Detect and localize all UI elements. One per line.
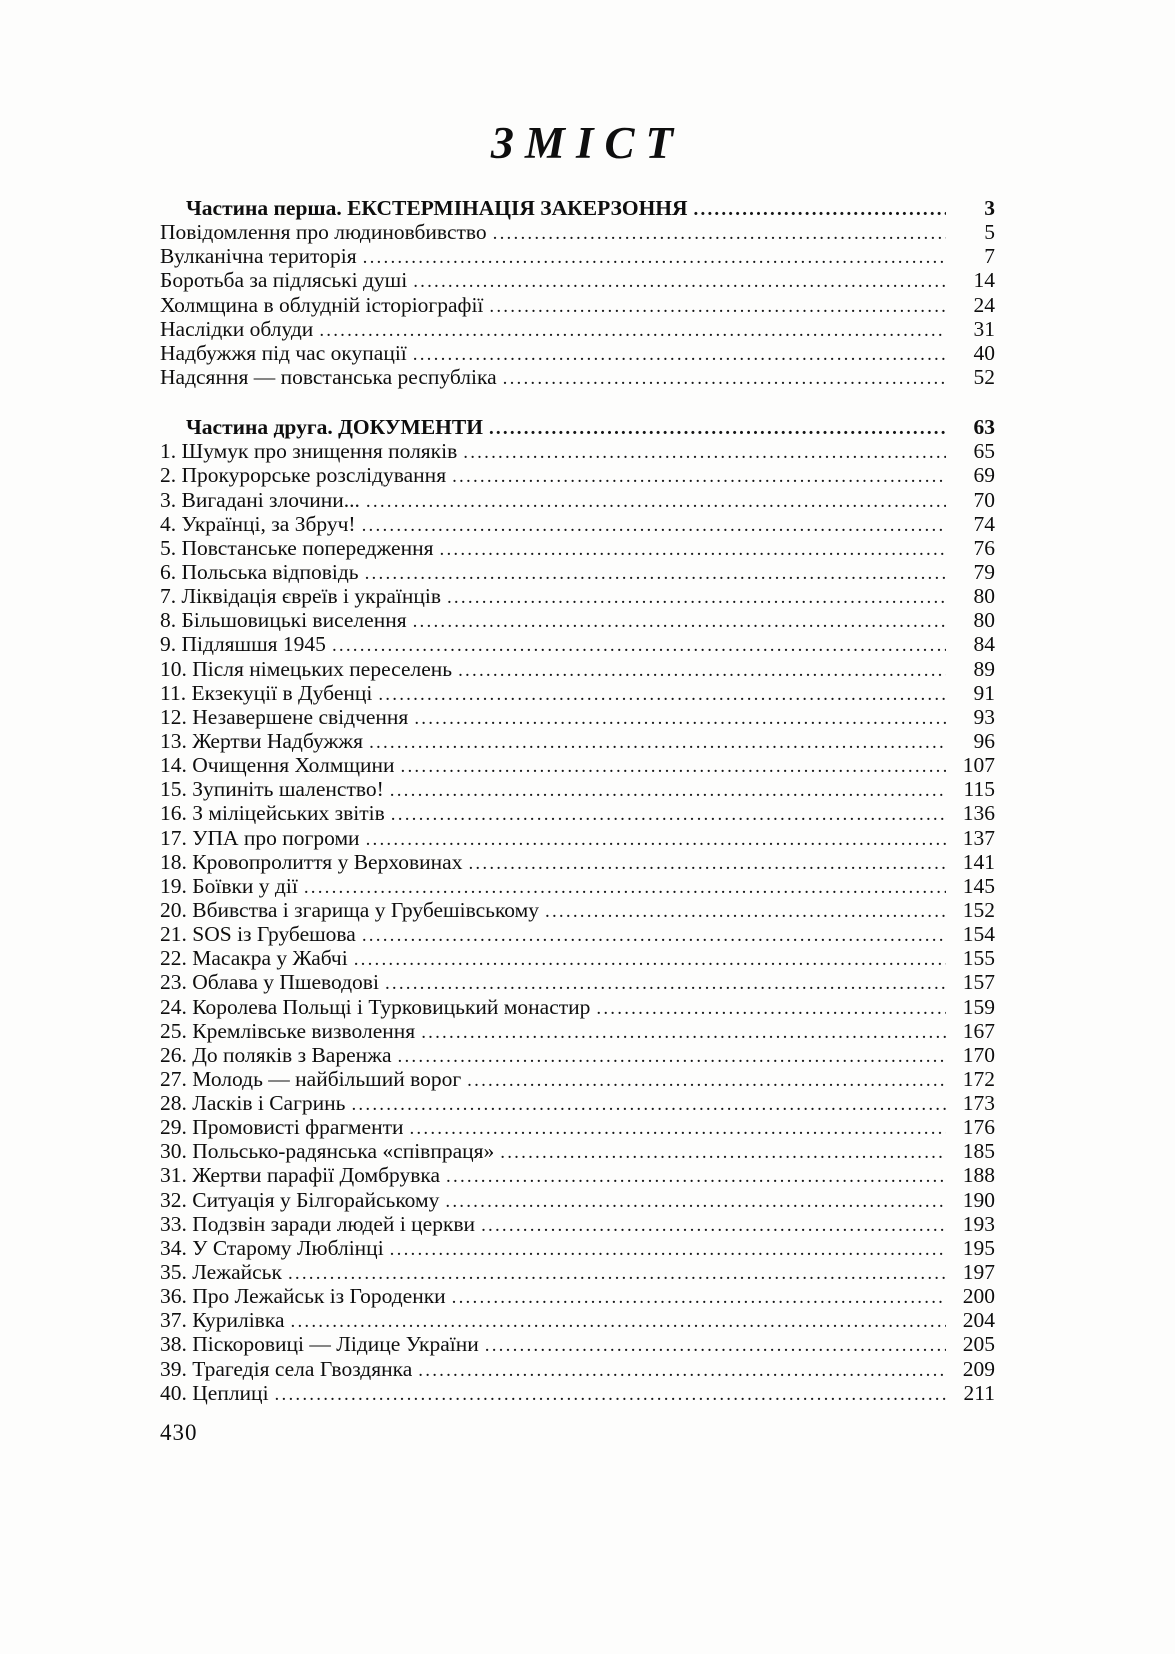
- toc-entry: [160, 826, 995, 850]
- toc-entry-page: 159: [962, 994, 995, 1019]
- dot-leader: [413, 343, 946, 367]
- toc-entry: [160, 801, 995, 825]
- toc-entry: [160, 1091, 995, 1115]
- toc-entry-page: 70: [973, 487, 995, 512]
- toc-entry-page: 170: [962, 1042, 995, 1067]
- dot-leader: [390, 779, 946, 803]
- toc-entry-label: Холмщина в облудній історіографії: [160, 292, 484, 317]
- dot-leader: [596, 997, 946, 1021]
- toc-entry-label: 37. Курилівка: [160, 1308, 285, 1333]
- dot-leader: [365, 562, 946, 586]
- dot-leader: [409, 1117, 946, 1141]
- toc-section: [160, 196, 995, 389]
- toc-section-header: [160, 196, 995, 220]
- toc-entry: [160, 1019, 995, 1043]
- dot-leader: [452, 465, 946, 489]
- toc-entry-label: 21. SOS із Грубешова: [160, 922, 356, 947]
- toc-entry-label: 29. Промовисті фрагменти: [160, 1115, 404, 1140]
- dot-leader: [489, 417, 946, 441]
- toc-entry-page: 137: [962, 825, 995, 850]
- toc-entry-page: 80: [973, 608, 995, 633]
- toc-entry-page: 136: [962, 801, 995, 826]
- toc-entry-page: 195: [962, 1235, 995, 1260]
- dot-leader: [545, 900, 946, 924]
- dot-leader: [445, 1190, 946, 1214]
- toc-entry-page: 145: [962, 873, 995, 898]
- toc-entry-page: 141: [962, 849, 995, 874]
- toc-entry: [160, 1332, 995, 1356]
- dot-leader: [467, 1069, 946, 1093]
- toc-entry: [160, 1357, 995, 1381]
- toc-entry-label: Боротьба за підляські душі: [160, 268, 408, 293]
- toc-entry-label: 25. Кремлівське визволення: [160, 1018, 416, 1043]
- toc-entry: [160, 632, 995, 656]
- toc-entry: [160, 463, 995, 487]
- toc-entry: [160, 874, 995, 898]
- toc-entry: [160, 753, 995, 777]
- dot-leader: [351, 1093, 946, 1117]
- toc-entry-page: 193: [962, 1211, 995, 1236]
- dot-leader: [391, 803, 946, 827]
- dot-leader: [485, 1334, 946, 1358]
- toc-entry-label: 39. Трагедія села Гвоздянка: [160, 1356, 413, 1381]
- toc-entry: [160, 317, 995, 341]
- toc-entry: [160, 995, 995, 1019]
- dot-leader: [458, 659, 946, 683]
- toc-entry-label: 3. Вигадані злочини...: [160, 487, 360, 512]
- toc-entry: [160, 729, 995, 753]
- dot-leader: [319, 319, 946, 343]
- toc-entry-page: 172: [962, 1066, 995, 1091]
- toc-entry-label: 20. Вбивства і згарища у Грубешівському: [160, 897, 540, 922]
- toc-entry-label: 22. Масакра у Жабчі: [160, 946, 348, 971]
- toc-entry-page: 96: [973, 728, 995, 753]
- toc-entry-label: 10. Після німецьких переселень: [160, 656, 453, 681]
- toc-entry: [160, 439, 995, 463]
- dot-leader: [413, 610, 946, 634]
- toc-entry-label: Надсяння — повстанська республіка: [160, 364, 497, 389]
- toc-entry: [160, 970, 995, 994]
- dot-leader: [468, 852, 946, 876]
- toc-entry: [160, 268, 995, 292]
- dot-leader: [452, 1286, 946, 1310]
- dot-leader: [493, 222, 946, 246]
- toc-section: [160, 415, 995, 1405]
- toc-entry: [160, 705, 995, 729]
- toc-entry-page: 205: [962, 1332, 995, 1357]
- toc-entry-page: 209: [962, 1356, 995, 1381]
- dot-leader: [332, 634, 946, 658]
- toc-entry-label: 26. До поляків з Варенжа: [160, 1042, 392, 1067]
- dot-leader: [366, 828, 946, 852]
- toc-entry-label: 1. Шумук про знищення поляків: [160, 439, 458, 464]
- dot-leader: [385, 972, 946, 996]
- dot-leader: [440, 538, 947, 562]
- toc-entry: [160, 1067, 995, 1091]
- toc-entry-page: 185: [962, 1139, 995, 1164]
- toc-entry-label: 15. Зупиніть шаленство!: [160, 777, 384, 802]
- dot-leader: [503, 367, 946, 391]
- toc-entry-label: 4. Українці, за Збруч!: [160, 511, 356, 536]
- dot-leader: [500, 1141, 946, 1165]
- toc-entry-page: 31: [973, 316, 995, 341]
- toc-entry: [160, 922, 995, 946]
- dot-leader: [421, 1021, 946, 1045]
- toc-entry-label: Надбужжя під час окупації: [160, 340, 407, 365]
- dot-leader: [363, 246, 946, 270]
- toc-entry: [160, 850, 995, 874]
- toc-entry: [160, 365, 995, 389]
- toc-entry-label: 16. З міліцейських звітів: [160, 801, 385, 826]
- dot-leader: [481, 1214, 946, 1238]
- toc-entry-page: 52: [973, 364, 995, 389]
- toc-entry-label: 27. Молодь — найбільший ворог: [160, 1066, 462, 1091]
- toc-entry-label: 12. Незавершене свідчення: [160, 704, 409, 729]
- toc-entry-label: 18. Кровопролиття у Верховинах: [160, 849, 463, 874]
- dot-leader: [304, 876, 946, 900]
- toc-entry-page: 84: [973, 632, 995, 657]
- toc-entry-page: 115: [963, 777, 995, 802]
- toc-entry-label: 9. Підляшшя 1945: [160, 632, 326, 657]
- dot-leader: [414, 707, 946, 731]
- toc-entry-label: 33. Подзвін заради людей і церкви: [160, 1211, 476, 1236]
- toc-entry-label: 14. Очищення Холмщини: [160, 753, 395, 778]
- table-of-contents: [0, 196, 1175, 1405]
- toc-entry-page: 80: [973, 584, 995, 609]
- toc-entry-label: Частина друга. ДОКУМЕНТИ: [186, 415, 483, 440]
- toc-entry: [160, 1115, 995, 1139]
- toc-entry: [160, 341, 995, 365]
- toc-entry-page: 190: [962, 1187, 995, 1212]
- toc-entry: [160, 488, 995, 512]
- dot-leader: [694, 198, 946, 222]
- toc-entry-page: 5: [984, 220, 995, 245]
- toc-entry-page: 157: [962, 970, 995, 995]
- toc-entry: [160, 293, 995, 317]
- toc-entry-page: 197: [962, 1260, 995, 1285]
- toc-entry-label: 23. Облава у Пшеводові: [160, 970, 379, 995]
- toc-entry: [160, 560, 995, 584]
- toc-entry-page: 63: [973, 415, 995, 440]
- toc-entry: [160, 608, 995, 632]
- dot-leader: [390, 1238, 946, 1262]
- dot-leader: [463, 441, 946, 465]
- toc-entry: [160, 584, 995, 608]
- toc-entry-page: 91: [973, 680, 995, 705]
- toc-entry-label: 38. Піскоровиці — Лідице України: [160, 1332, 479, 1357]
- toc-entry-page: 76: [973, 535, 995, 560]
- toc-entry-page: 188: [962, 1163, 995, 1188]
- toc-entry: [160, 1212, 995, 1236]
- dot-leader: [401, 755, 946, 779]
- dot-leader: [362, 924, 946, 948]
- toc-entry: [160, 777, 995, 801]
- toc-entry: [160, 1043, 995, 1067]
- dot-leader: [378, 683, 946, 707]
- toc-entry-label: Вулканічна територія: [160, 244, 357, 269]
- toc-entry-label: 2. Прокурорське розслідування: [160, 463, 447, 488]
- dot-leader: [362, 514, 946, 538]
- toc-entry-label: Наслідки облуди: [160, 316, 314, 341]
- toc-entry-page: 152: [962, 897, 995, 922]
- toc-entry-page: 176: [962, 1115, 995, 1140]
- toc-entry-label: 40. Цеплиці: [160, 1380, 269, 1405]
- toc-entry: [160, 681, 995, 705]
- toc-entry: [160, 1260, 995, 1284]
- toc-entry-page: 204: [962, 1308, 995, 1333]
- toc-entry-page: 107: [962, 753, 995, 778]
- toc-entry: [160, 1284, 995, 1308]
- dot-leader: [489, 295, 946, 319]
- dot-leader: [413, 270, 946, 294]
- toc-entry-page: 89: [973, 656, 995, 681]
- dot-leader: [446, 1165, 946, 1189]
- toc-entry: [160, 512, 995, 536]
- toc-entry-label: 32. Ситуація у Білгорайському: [160, 1187, 440, 1212]
- toc-entry-page: 65: [973, 439, 995, 464]
- toc-entry-page: 167: [962, 1018, 995, 1043]
- toc-entry: [160, 946, 995, 970]
- dot-leader: [354, 948, 946, 972]
- toc-entry-page: 69: [973, 463, 995, 488]
- dot-leader: [369, 731, 946, 755]
- toc-entry-label: 28. Ласків і Сагринь: [160, 1091, 346, 1116]
- toc-entry-page: 155: [962, 946, 995, 971]
- toc-entry-label: 8. Більшовицькі виселення: [160, 608, 407, 633]
- page-title: ЗМІСТ: [491, 118, 684, 168]
- toc-entry-page: 79: [973, 559, 995, 584]
- toc-entry-page: 211: [963, 1380, 995, 1405]
- toc-entry-page: 93: [973, 704, 995, 729]
- toc-entry-label: 13. Жертви Надбужжя: [160, 728, 364, 753]
- toc-entry: [160, 1308, 995, 1332]
- toc-entry-label: 19. Боївки у дії: [160, 873, 298, 898]
- dot-leader: [398, 1045, 946, 1069]
- toc-entry: [160, 898, 995, 922]
- toc-entry-label: 6. Польська відповідь: [160, 559, 359, 584]
- toc-entry: [160, 1139, 995, 1163]
- dot-leader: [418, 1359, 946, 1383]
- toc-entry-label: 5. Повстанське попередження: [160, 535, 434, 560]
- toc-entry-page: 154: [962, 922, 995, 947]
- toc-entry: [160, 1236, 995, 1260]
- toc-entry-label: 7. Ліквідація євреїв і українців: [160, 584, 441, 609]
- toc-entry: [160, 1188, 995, 1212]
- toc-entry-page: 74: [973, 511, 995, 536]
- toc-entry-label: 24. Королева Польщі і Турковицький монастир: [160, 994, 591, 1019]
- dot-leader: [275, 1383, 946, 1407]
- toc-entry-page: 3: [984, 196, 995, 220]
- toc-entry-label: 31. Жертви парафії Домбрувка: [160, 1163, 441, 1188]
- toc-entry: [160, 1381, 995, 1405]
- toc-entry-page: 40: [973, 340, 995, 365]
- toc-entry-label: 17. УПА про погроми: [160, 825, 360, 850]
- toc-entry-page: 173: [962, 1091, 995, 1116]
- toc-entry: [160, 657, 995, 681]
- toc-entry: [160, 244, 995, 268]
- toc-entry-label: 36. Про Лежайськ із Городенки: [160, 1284, 446, 1309]
- toc-entry: [160, 220, 995, 244]
- dot-leader: [291, 1310, 947, 1334]
- dot-leader: [288, 1262, 946, 1286]
- toc-entry-label: 30. Польсько-радянська «співпраця»: [160, 1139, 495, 1164]
- dot-leader: [447, 586, 946, 610]
- folio-page-number: 430: [160, 1419, 198, 1445]
- toc-entry-label: 34. У Старому Люблінці: [160, 1235, 384, 1260]
- toc-entry-label: Частина перша. ЕКСТЕРМІНАЦІЯ ЗАКЕРЗОННЯ: [186, 196, 688, 220]
- toc-entry-page: 200: [962, 1284, 995, 1309]
- toc-entry-page: 14: [973, 268, 995, 293]
- dot-leader: [366, 490, 946, 514]
- toc-entry-page: 24: [973, 292, 995, 317]
- toc-entry-label: 11. Екзекуції в Дубенці: [160, 680, 373, 705]
- toc-entry-label: Повідомлення про людиновбивство: [160, 220, 487, 245]
- toc-entry-page: 7: [984, 244, 995, 269]
- toc-entry: [160, 1163, 995, 1187]
- toc-entry-label: 35. Лежайськ: [160, 1260, 282, 1285]
- toc-section-header: [160, 415, 995, 439]
- toc-entry: [160, 536, 995, 560]
